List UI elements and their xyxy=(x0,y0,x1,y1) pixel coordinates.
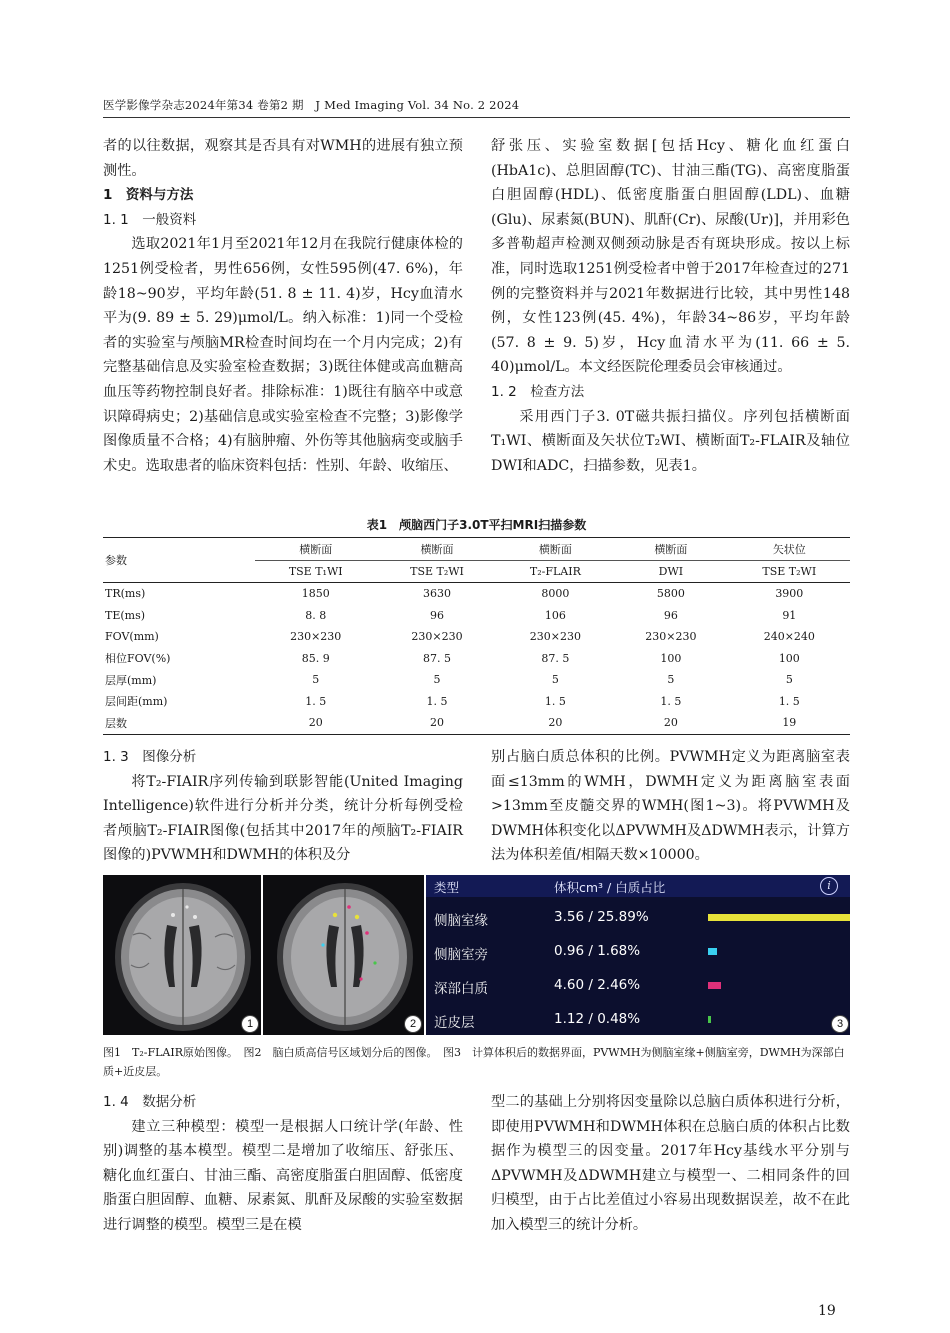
table-cell: 106 xyxy=(544,608,566,622)
table-row xyxy=(103,605,850,627)
table-cell: 1. 5 xyxy=(660,694,682,708)
figure-strip xyxy=(103,875,850,1035)
table-cell: 230×230 xyxy=(645,630,697,644)
panel-header xyxy=(426,875,850,897)
region-bar xyxy=(708,1016,711,1023)
table-cell: 1. 5 xyxy=(778,694,800,708)
running-header: 医学影像学杂志2024年第34 卷第2 期 J Med Imaging Vol. 34 No. 2 2024 xyxy=(103,98,520,112)
subsection-heading: 1. 2 检查方法 xyxy=(491,383,585,400)
region-value: 0.96 / 1.68% xyxy=(554,943,641,959)
table-cell: 5800 xyxy=(613,583,728,605)
paragraph: 者的以往数据，观察其是否具有对WMH的进展有独立预测性。 xyxy=(103,138,463,179)
table-sequence-header: T₂-FLAIR xyxy=(498,560,613,583)
table-cell: 5 xyxy=(785,673,793,687)
region-name: 侧脑室缘 xyxy=(434,913,488,929)
table-row-label: TR(ms) xyxy=(103,583,255,605)
region-value: 3.56 / 25.89% xyxy=(554,909,649,925)
table-cell: 5 xyxy=(667,673,675,687)
table-row xyxy=(103,712,850,734)
table-cell: 3630 xyxy=(376,583,497,605)
paragraph: 型二的基础上分别将因变量除以总脑白质体积进行分析，即使用PVWMH和DWMH体积在总脑白质的体积占比数据作为模型三的因变量。2017年Hcy基线水平分别与ΔPVWMH及ΔDWMH建立与模型一、二相同条件的回归模型，由于占比差值过小容易出现数据误差，故不在此加入模型三的统计分析。 xyxy=(491,1094,850,1233)
info-icon[interactable]: i xyxy=(820,877,838,895)
brain-scan-segmented xyxy=(263,875,424,1035)
paragraph: 将T₂-FIAIR序列传输到联影智能(United Imaging Intelligence)软件进行分析并分类，统计分析每例受检者颅脑T₂-FIAIR图像(包括其中2017年的颅脑T₂-FIAIR图像的)PVWMH和DWMH的体积及分 xyxy=(103,773,463,864)
volume-row xyxy=(426,901,850,935)
table-cell: 3900 xyxy=(729,583,850,605)
header-rule xyxy=(103,117,850,118)
table-cell: 91 xyxy=(782,608,797,622)
table-cell: 230×230 xyxy=(529,630,581,644)
table-plane-header: 横断面 xyxy=(376,538,497,561)
table-cell: 96 xyxy=(430,608,444,622)
table-plane-header: 横断面 xyxy=(498,538,613,561)
left-column-top xyxy=(103,134,463,478)
table-plane-header: 横断面 xyxy=(255,538,376,561)
region-bar xyxy=(708,982,721,989)
subsection-heading: 1. 4 数据分析 xyxy=(103,1094,197,1110)
table-sequence-header: TSE T₂WI xyxy=(729,560,850,583)
table-cell: 8000 xyxy=(498,583,613,605)
subsection-heading: 1. 1 一般资料 xyxy=(103,211,197,228)
right-column-top xyxy=(491,134,850,478)
table-cell: 230×230 xyxy=(411,630,463,644)
parameter-table xyxy=(103,537,850,735)
table-cell: 1. 5 xyxy=(305,694,327,708)
table-row xyxy=(103,626,850,648)
table-cell: 19 xyxy=(729,712,850,734)
table-row-label: 层厚(mm) xyxy=(105,673,157,687)
table-cell: 230×230 xyxy=(290,630,342,644)
region-value: 4.60 / 2.46% xyxy=(554,977,641,993)
table-cell: 1850 xyxy=(255,583,376,605)
table-param-header: 参数 xyxy=(103,538,255,583)
table-row-label: 相位FOV(%) xyxy=(105,652,171,666)
table-row xyxy=(103,583,850,605)
table-row-label: TE(ms) xyxy=(105,608,146,622)
figure-2-segmented-image xyxy=(263,875,424,1035)
paragraph: 采用西门子3. 0T磁共振扫描仪。序列包括横断面T₁WI、横断面及矢状位T₂WI、横断面T₂-FLAIR及轴位DWI和ADC，扫描参数，见表1。 xyxy=(491,408,850,474)
table-cell: 1. 5 xyxy=(426,694,448,708)
table-cell: 1. 5 xyxy=(544,694,566,708)
table-plane-header: 横断面 xyxy=(613,538,728,561)
table-sequence-header: TSE T₁WI xyxy=(255,560,376,583)
table-cell: 20 xyxy=(613,712,728,734)
figure-number-3: 3 xyxy=(831,1015,849,1033)
table-cell: 5 xyxy=(551,673,559,687)
table-cell: 8. 8 xyxy=(305,608,327,622)
left-column-middle xyxy=(103,745,463,868)
table-cell: 240×240 xyxy=(763,630,815,644)
region-name: 深部白质 xyxy=(434,981,488,997)
section-heading: 1 资料与方法 xyxy=(103,187,194,204)
paragraph: 别占脑白质总体积的比例。PVWMH定义为距离脑室表面≤13mm的WMH，DWMH定义为距离脑室表面>13mm至皮髓交界的WMH(图1~3)。将PVWMH及DWMH体积变化以ΔPVWMH及ΔDWMH表示，计算方法为体积差值/相隔天数×10000。 xyxy=(491,749,850,864)
table-row-label: 层间距(mm) xyxy=(105,695,168,709)
volume-row xyxy=(426,1003,850,1037)
table-cell: 20 xyxy=(498,712,613,734)
table-row xyxy=(103,669,850,691)
left-column-bottom xyxy=(103,1090,463,1238)
table-cell: 100 xyxy=(660,651,682,665)
panel-header-type: 类型 xyxy=(434,880,460,895)
table-caption: 表1 颅脑西门子3.0T平扫MRI扫描参数 xyxy=(366,518,587,532)
paragraph: 建立三种模型：模型一是根据人口统计学(年龄、性别)调整的基本模型。模型二是增加了收缩压、舒张压、糖化血红蛋白、甘油三酯、高密度脂蛋白胆固醇、低密度脂蛋白胆固醇、血糖、尿素氮、肌酐及尿酸的实验室数据进行调整的模型。模型三是在模 xyxy=(103,1118,463,1233)
table-cell: 87. 5 xyxy=(423,651,451,665)
table-cell: 87. 5 xyxy=(541,651,570,665)
brain-scan-original xyxy=(103,875,261,1035)
paragraph: 选取2021年1月至2021年12月在我院行健康体检的1251例受检者，男性656例，女性595例(47. 6%)，年龄18~90岁，平均年龄(51. 8 ± 11. 4)岁，Hcy血清水平为(9. 89 ± 5. 29)μmol/L。纳入标准：1)同一个受检者的实验室与颅脑MR检查时间均在一个月内完成；2)有完整基础信息及实验室检查数据；3)既往体健或高血糖高血压等药物控制良好者。排除标准：1)既往有脑卒中或意识障碍病史；2)基础信息或实验室检查不完整；3)影像学图像质量不合格；4)有脑肿瘤、外伤等其他脑病变或脑手术史。选取患者的临床资料包括：性别、年龄、收缩压、 xyxy=(103,236,463,474)
table-cell: 5 xyxy=(312,673,320,687)
region-bar xyxy=(708,914,850,921)
table-cell: 96 xyxy=(663,608,678,622)
table-sequence-header: TSE T₂WI xyxy=(376,560,497,583)
figure-number-2: 2 xyxy=(404,1015,422,1033)
volume-row xyxy=(426,969,850,1003)
table-cell: 20 xyxy=(255,712,376,734)
table-cell: 100 xyxy=(778,651,800,665)
figure-caption: 图1 T₂-FLAIR原始图像。 图2 脑白质高信号区域划分后的图像。 图3 计算体积后的数据界面，PVWMH为侧脑室缘+侧脑室旁，DWMH为深部白质+近皮层。 xyxy=(103,1046,845,1078)
table-cell: 20 xyxy=(376,712,497,734)
figure-number-1: 1 xyxy=(241,1015,259,1033)
volume-row xyxy=(426,935,850,969)
table-cell: 5 xyxy=(433,673,441,687)
table-row xyxy=(103,648,850,670)
page-number: 19 xyxy=(818,1303,836,1319)
table-row-label: FOV(mm) xyxy=(105,630,159,644)
region-name: 近皮层 xyxy=(434,1015,475,1031)
table-row xyxy=(103,691,850,713)
figure-1-flair-image xyxy=(103,875,261,1035)
panel-header-volume: 体积cm³ / 白质占比 xyxy=(554,880,666,895)
figure-3-volume-panel xyxy=(426,875,850,1035)
table-plane-header: 矢状位 xyxy=(729,538,850,561)
paragraph: 舒张压、实验室数据[包括Hcy、糖化血红蛋白(HbA1c)、总胆固醇(TC)、甘油三酯(TG)、高密度脂蛋白胆固醇(HDL)、低密度脂蛋白胆固醇(LDL)、血糖(Glu)、尿素氮(BUN)、肌酐(Cr)、尿酸(Ur)]，并用彩色多普勒超声检测双侧颈动脉是否有斑块形成。按以上标准，同时选取1251例受检者中曾于2017年检查过的271例的完整资料并与2021年数据进行比较，其中男性148例，女性123例(45. 4%)，年龄34~86岁，平均年龄(57. 8 ± 9. 5)岁，Hcy血清水平为(11. 66 ± 5. 40)μmol/L。本文经医院伦理委员会审核通过。 xyxy=(491,138,850,376)
region-value: 1.12 / 0.48% xyxy=(554,1011,641,1027)
subsection-heading: 1. 3 图像分析 xyxy=(103,749,197,765)
table-row-label: 层数 xyxy=(103,712,255,734)
region-name: 侧脑室旁 xyxy=(434,947,488,963)
right-column-bottom xyxy=(491,1090,850,1238)
table-cell: 85. 9 xyxy=(301,651,330,665)
table-sequence-header: DWI xyxy=(613,560,728,583)
region-bar xyxy=(708,948,717,955)
right-column-middle xyxy=(491,745,850,868)
